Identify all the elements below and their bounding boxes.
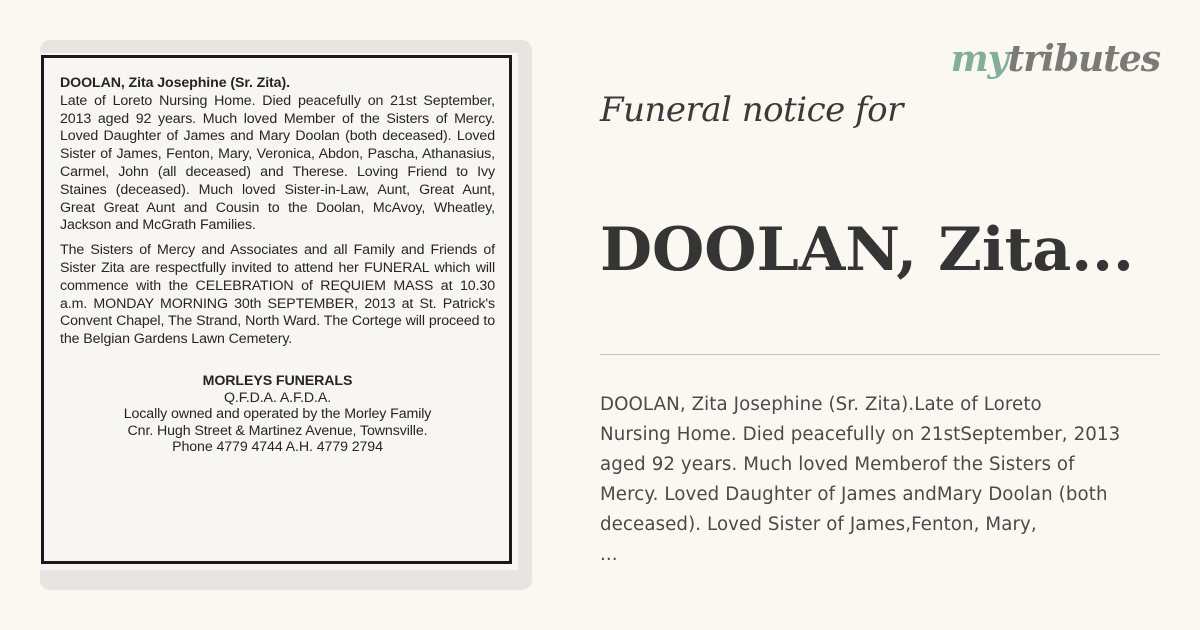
notice-paragraph-funeral: The Sisters of Mercy and Associates and all Family and Friends of Sister Zita are respectfully invited to attend her FUNERAL which will commence with the CELEBRATION of REQUIEM MASS at 10.30 a.m. MONDAY MORNING 30th SEPTEMBER, 2013 at St. Patrick's Convent Chapel, The Strand, North Ward. The Cortege will proceed to the Belgian Gardens Lawn Cemetery.	[60, 242, 495, 348]
notice-paragraph-details: Late of Loreto Nursing Home. Died peacefully on 21st September, 2013 aged 92 years. Much loved Member of the Sisters of Mercy. Loved Daughter of James and Mary Doolan (both deceased). Loved Sister of James, Fenton, Mary, Veronica, Abdon, Pascha, Athanasius, Carmel, John (all deceased) and Therese. Loving Friend to Ivy Staines (deceased). Much loved Sister-in-Law, Aunt, Great Aunt, Great Great Aunt and Cousin to the Doolan, McAvoy, Wheatley, Jackson and McGrath Families.	[60, 92, 495, 234]
funeral-director-address: Cnr. Hugh Street & Martinez Avenue, Townsville.	[127, 422, 428, 439]
funeral-director-ownership: Locally owned and operated by the Morley Family	[123, 406, 432, 423]
deceased-name: DOOLAN, Zita...	[600, 215, 1134, 285]
divider	[600, 354, 1160, 355]
funeral-director-phone: Phone 4779 4744 A.H. 4779 2794	[172, 439, 383, 456]
excerpt-line: aged 92 years. Much loved Memberof the Sisters of	[600, 454, 1075, 475]
logo-tributes: tributes	[1007, 38, 1160, 80]
notice-image	[40, 40, 532, 590]
notice-excerpt	[600, 390, 1170, 570]
funeral-director-name: MORLEYS FUNERALS	[202, 372, 353, 389]
excerpt-line: Nursing Home. Died peacefully on 21stSeptember, 2013	[600, 424, 1121, 445]
excerpt-line: DOOLAN, Zita Josephine (Sr. Zita).Late of Loreto	[600, 394, 1042, 415]
mytributes-logo	[951, 38, 1160, 80]
excerpt-ellipsis: ...	[600, 544, 618, 565]
excerpt-line: deceased). Loved Sister of James,Fenton, Mary,	[600, 514, 1037, 535]
notice-frame	[41, 55, 512, 564]
logo-my: my	[950, 38, 1008, 80]
notice-footer	[60, 373, 495, 456]
notice-paper	[40, 53, 518, 570]
page-subtitle: Funeral notice for	[600, 90, 903, 130]
notice-heading: DOOLAN, Zita Josephine (Sr. Zita).	[60, 75, 290, 91]
excerpt-line: Mercy. Loved Daughter of James andMary Doolan (both	[600, 484, 1108, 505]
funeral-director-accreditation: Q.F.D.A. A.F.D.A.	[223, 389, 332, 406]
